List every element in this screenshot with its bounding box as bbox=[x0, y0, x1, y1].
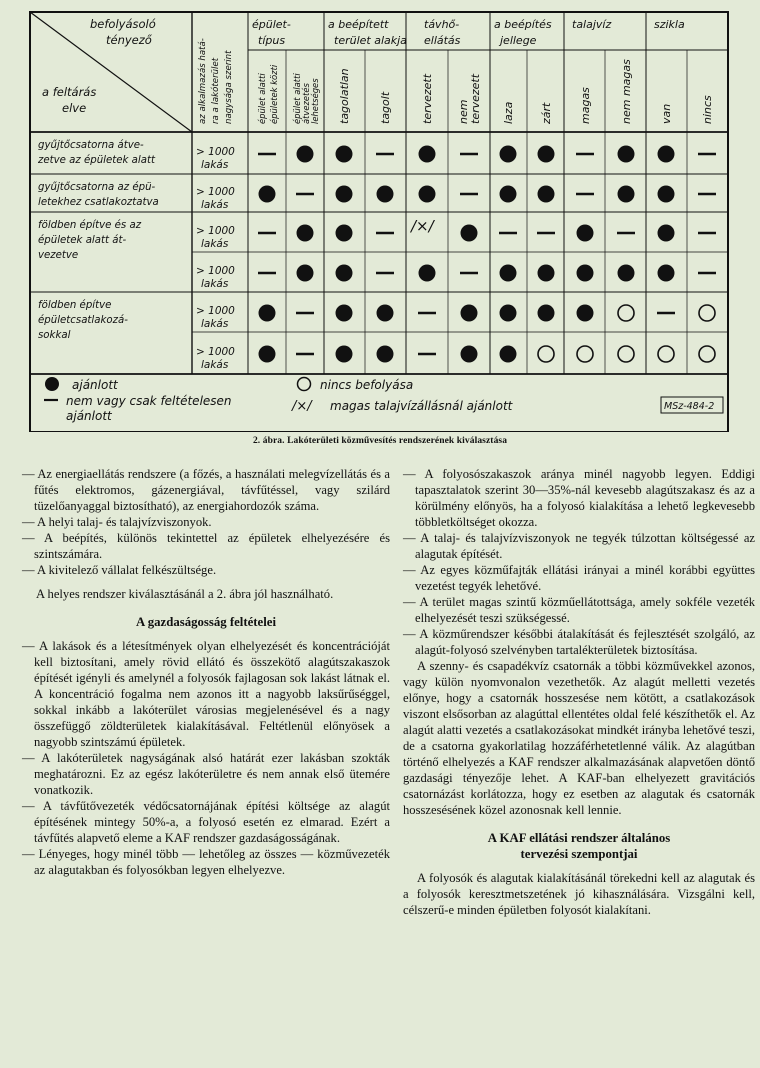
recommended-dot bbox=[377, 346, 394, 363]
column-header: tervezett bbox=[421, 73, 434, 124]
recommended-dot bbox=[336, 265, 353, 282]
row-group-label: épületcsatlakozá- bbox=[38, 315, 128, 326]
contractor-item: — A kivitelező vállalat felkészültsége. bbox=[22, 563, 217, 577]
no-influence-circle bbox=[699, 346, 715, 362]
recommended-dot bbox=[658, 225, 675, 242]
soil-cost-item: — A talaj- és talajvízviszonyok ne tegyék túlzottan költségessé az alagutak építését. bbox=[403, 531, 755, 561]
row-size-label: lakás bbox=[201, 278, 229, 290]
size-column-header: nagysága szerint bbox=[224, 50, 234, 124]
no-influence-circle bbox=[577, 346, 593, 362]
recommended-dot bbox=[336, 146, 353, 163]
legend-label: nincs befolyása bbox=[320, 378, 414, 392]
recommended-dot bbox=[377, 186, 394, 203]
group-header: a beépített bbox=[328, 18, 389, 31]
recommended-dot bbox=[618, 146, 635, 163]
supply-level-item: — A terület magas szintű közműellátottsága, amely sokféle vezeték elhelyezését teszi szükségessé. bbox=[403, 595, 755, 625]
row-size-label: lakás bbox=[201, 359, 229, 371]
economy-heading: A gazdaságosság feltételei bbox=[135, 615, 277, 629]
recommended-dot bbox=[618, 265, 635, 282]
recommended-dot bbox=[538, 305, 555, 322]
row-group-label: épületek alatt át- bbox=[38, 235, 127, 246]
row-size-label: > 1000 bbox=[196, 146, 235, 158]
no-influence-circle bbox=[618, 346, 634, 362]
row-group-label: sokkal bbox=[38, 330, 71, 341]
recommended-dot bbox=[500, 305, 517, 322]
reserve-item: — A közműrendszer későbbi átalakítását és fejlesztését szolgáló, az alagút-folyosó szelvényben tartalékterületek biztosítása. bbox=[403, 627, 755, 657]
recommended-dot bbox=[297, 225, 314, 242]
right-text-column bbox=[403, 466, 755, 918]
kaf-heading-line1: A KAF ellátási rendszer általános bbox=[487, 831, 671, 845]
recommended-dot bbox=[618, 186, 635, 203]
column-header: épület alatti bbox=[257, 73, 267, 124]
figure-caption: 2. ábra. Lakóterületi közművesítés rendszerének kiválasztása bbox=[252, 436, 508, 446]
recommended-dot bbox=[336, 346, 353, 363]
recommended-dot bbox=[658, 146, 675, 163]
legend-dot bbox=[45, 377, 59, 391]
column-header: tervezett bbox=[469, 73, 482, 124]
recommended-dot bbox=[461, 305, 478, 322]
row-size-label: > 1000 bbox=[196, 186, 235, 198]
row-group-label: földben építve bbox=[38, 300, 112, 311]
corner-label: a feltárás bbox=[42, 85, 97, 99]
recommended-dot bbox=[500, 146, 517, 163]
recommended-dot bbox=[461, 346, 478, 363]
recommended-dot bbox=[377, 305, 394, 322]
recommended-dot bbox=[336, 186, 353, 203]
size-column-header: az alkalmazás hatá- bbox=[198, 38, 208, 124]
legend-label: magas talajvízállásnál ajánlott bbox=[330, 399, 513, 413]
left-text-column bbox=[22, 466, 390, 878]
column-header: átvezetés bbox=[301, 83, 311, 124]
column-header: épület alatti bbox=[292, 73, 302, 124]
row-group-label: letekhez csatlakoztatva bbox=[38, 197, 159, 208]
column-header: lehetséges bbox=[310, 78, 320, 124]
corridor-ratio-item: — A folyosószakaszok aránya minél nagyobb legyen. Eddigi tapasztalatok szerint 30—35%-nál kevesebb alagútszakasz és az a körülmény előnyös, ha a folyosó kialakítása a lehető legkevesebb többletköltséget okozza. bbox=[403, 467, 755, 529]
all-utilities-item: — Lényeges, hogy minél több — lehetőleg az összes — közművezeték az alagutakban és folyosókban legyen elhelyezve. bbox=[22, 847, 390, 877]
recommended-dot bbox=[419, 265, 436, 282]
row-size-label: > 1000 bbox=[196, 225, 235, 237]
selection-paragraph: A helyes rendszer kiválasztásánál a 2. ábra jól használható. bbox=[36, 587, 334, 601]
standard-code: MSz-484-2 bbox=[664, 401, 715, 412]
column-header: van bbox=[660, 103, 673, 124]
recommended-dot bbox=[336, 225, 353, 242]
recommended-dot bbox=[419, 186, 436, 203]
no-influence-circle bbox=[658, 346, 674, 362]
selection-chart-figure bbox=[0, 0, 760, 432]
building-item: — A beépítés, különös tekintettel az épületek elhelyezésére és szintszámára. bbox=[22, 531, 390, 561]
row-group-label: zetve az épületek alatt bbox=[38, 155, 155, 166]
size-column-header: ra a lakóterület bbox=[211, 57, 221, 124]
recommended-dot bbox=[658, 186, 675, 203]
group-header: ellátás bbox=[424, 34, 461, 47]
recommended-dot bbox=[461, 225, 478, 242]
recommended-dot bbox=[419, 146, 436, 163]
group-header: szikla bbox=[654, 18, 685, 31]
district-heating-item: — A távfűtővezeték védőcsatornájának építési költsége az alagút építésének mintegy 50%-a, a folyosó esetén ez elmarad. Ezért a távfűtés alapvető eleme a KAF rendszer gazdaságosságának. bbox=[22, 799, 390, 845]
concentration-item: — A lakások és a létesítmények olyan elhelyezését és koncentrációját kell biztosítani, amely rövid ellátó és összekötő alagútszakaszok építését igényli és amelynél a folyosók fajlagosan sok lakást látnak el. A koncentráció fogalma nem azonos itt a nagyobb laksűrűséggel, sokkal inkább a lakóterület városias megjelenésével és a nagy összefüggő zöldterületek kialakításával. Feltétlenül előnyösek a nagyobb szintszámú épületek. bbox=[22, 639, 390, 749]
legend-label: ajánlott bbox=[72, 378, 118, 392]
row-group-label: gyűjtőcsatorna az épü- bbox=[38, 182, 156, 193]
column-header: tagolatlan bbox=[338, 68, 351, 124]
corner-label: tényező bbox=[106, 33, 152, 47]
recommended-dot bbox=[259, 305, 276, 322]
recommended-dot bbox=[658, 265, 675, 282]
legend-label: ajánlott bbox=[66, 409, 112, 423]
column-header: nem bbox=[457, 99, 470, 124]
no-influence-circle bbox=[538, 346, 554, 362]
legend-circle bbox=[298, 378, 311, 391]
column-header: magas bbox=[579, 87, 592, 124]
group-header: terület alakja bbox=[334, 34, 407, 47]
recommended-dot bbox=[500, 186, 517, 203]
recommended-dot bbox=[538, 146, 555, 163]
recommended-dot bbox=[500, 346, 517, 363]
high-water-mark: /×/ bbox=[411, 217, 434, 235]
column-header: nem magas bbox=[620, 59, 633, 124]
recommended-dot bbox=[577, 225, 594, 242]
column-header: zárt bbox=[540, 102, 553, 124]
group-header: épület- bbox=[252, 18, 291, 31]
group-header: típus bbox=[258, 34, 286, 47]
row-size-label: lakás bbox=[201, 199, 229, 211]
recommended-dot bbox=[500, 265, 517, 282]
recommended-dot bbox=[336, 305, 353, 322]
recommended-dot bbox=[538, 265, 555, 282]
recommended-dot bbox=[538, 186, 555, 203]
row-group-label: földben építve és az bbox=[38, 220, 142, 231]
row-size-label: > 1000 bbox=[196, 346, 235, 358]
sewer-paragraph: A szenny- és csapadékvíz csatornák a többi közművekkel azonos, vagy külön nyomvonalon vezethetők. Az alagút melletti vezetés előnye, hogy a csatornák hosszesése nem kötött, a csatlakozások viszont elsősorban az alagúttal ellentétes oldal felé készíthetők el. Az alagút alatti vezetés a csatlakozásokat mindkét irányba lehetővé teszi, de a csatorna gyakorlatilag hozzáférhetetlenné válik. Az alagútban történő elhelyezés a KAF rendszer alkalmazásának alapvetően döntő gazdasági tényezője lehet. A KAF-ban elhelyezett gravitációs csatornázást korlátozza, hogy ez esetben az alagutak és csatornák hosszesésének közel azonosnak kell lennie. bbox=[403, 659, 755, 817]
corner-label: befolyásoló bbox=[90, 17, 156, 31]
no-influence-circle bbox=[699, 305, 715, 321]
kaf-paragraph: A folyosók és alagutak kialakításánál törekedni kell az alagutak és a folyosók keresztmetszetének jó kihasználására. Vizsgálni kell, célszerű-e minden épületben folyosót kialakítani. bbox=[403, 871, 755, 917]
recommended-dot bbox=[297, 265, 314, 282]
column-header: laza bbox=[502, 101, 515, 124]
recommended-dot bbox=[259, 346, 276, 363]
column-header: tagolt bbox=[379, 91, 392, 124]
corner-label: elve bbox=[62, 101, 87, 115]
row-group-label: gyűjtőcsatorna átve- bbox=[38, 140, 144, 151]
column-header: épületek közti bbox=[269, 64, 279, 124]
recommended-dot bbox=[577, 265, 594, 282]
group-header: távhő- bbox=[424, 18, 460, 31]
recommended-dot bbox=[577, 305, 594, 322]
column-header: nincs bbox=[701, 95, 714, 124]
legend-cross: /×/ bbox=[292, 399, 312, 414]
legend-label: nem vagy csak feltételesen bbox=[66, 394, 232, 408]
recommended-dot bbox=[259, 186, 276, 203]
row-size-label: lakás bbox=[201, 238, 229, 250]
recommended-dot bbox=[297, 146, 314, 163]
group-header: a beépítés bbox=[494, 18, 552, 31]
row-size-label: > 1000 bbox=[196, 265, 235, 277]
energy-item: — Az energiaellátás rendszere (a főzés, a használati melegvízellátás és a fűtés elektromos, gázenergiával, távfűtéssel, vagy szilárd tüzelőanyaggal biztosítható), az energiahordozók száma. bbox=[22, 467, 390, 513]
row-size-label: lakás bbox=[201, 318, 229, 330]
row-size-label: lakás bbox=[201, 159, 229, 171]
no-influence-circle bbox=[618, 305, 634, 321]
soil-item: — A helyi talaj- és talajvízviszonyok. bbox=[22, 515, 212, 529]
size-limit-item: — A lakóterületek nagyságának alsó határát ezer lakásban szokták meghatározni. Ez az egész lakóterületre és nem annak első ütemére vonatkozik. bbox=[22, 751, 390, 797]
row-group-label: vezetve bbox=[38, 250, 79, 261]
group-header: talajvíz bbox=[572, 18, 612, 31]
kaf-heading-line2: tervezési szempontjai bbox=[520, 847, 638, 861]
group-header: jellege bbox=[500, 34, 537, 47]
direction-item: — Az egyes közműfajták ellátási irányai a minél korábbi együttes vezetést tegyék lehetővé. bbox=[403, 563, 755, 593]
row-size-label: > 1000 bbox=[196, 305, 235, 317]
